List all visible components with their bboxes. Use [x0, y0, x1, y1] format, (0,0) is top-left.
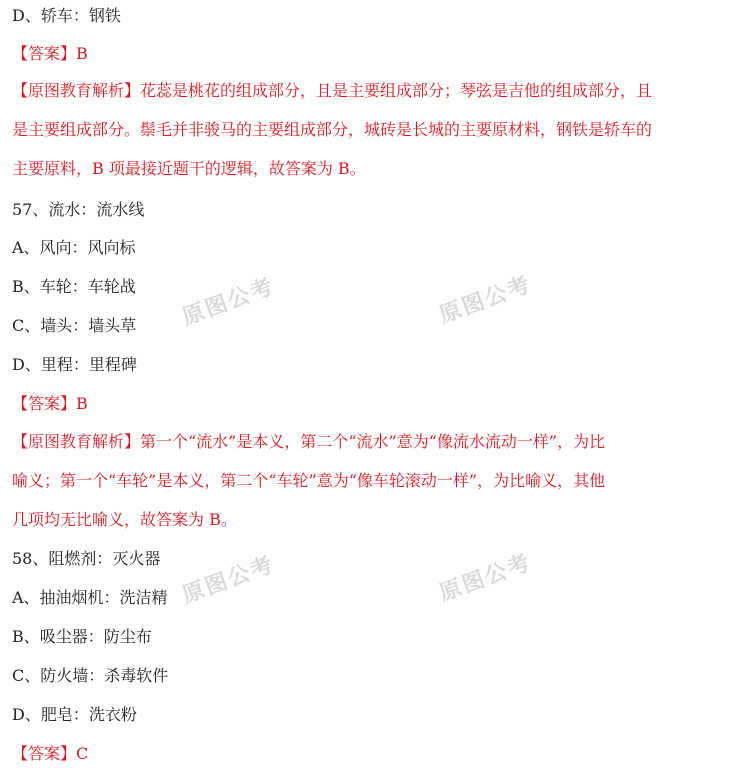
q57-answer: 【答案】B [12, 394, 88, 413]
watermark: 原图公考 [179, 274, 279, 331]
q58-answer: 【答案】C [12, 744, 89, 763]
watermark: 原图公考 [436, 272, 536, 329]
q56-analysis-line: 是主要组成部分。鬃毛并非骏马的主要组成部分，城砖是长城的主要原材料，钢铁是轿车的 [12, 120, 653, 139]
q56-analysis-line: 主要原料，B 项最接近题干的逻辑，故答案为 B。 [12, 159, 366, 178]
q58-stem: 58、阻燃剂：灭火器 [12, 549, 161, 568]
q58-option-c: C、防火墙：杀毒软件 [12, 666, 169, 685]
q57-analysis [12, 432, 722, 549]
q56-answer: 【答案】B [12, 44, 88, 63]
q57-analysis-line: 【原图教育解析】第一个“流水”是本义，第二个“流水”意为“像流水流动一样”，为比 [12, 432, 606, 451]
q58-option-b: B、吸尘器：防尘布 [12, 627, 152, 646]
q57-option-b: B、车轮：车轮战 [12, 277, 136, 296]
q58-option-a: A、抽油烟机：洗洁精 [12, 588, 168, 607]
q56-option-d: D、轿车：钢铁 [12, 6, 121, 25]
watermark: 原图公考 [436, 550, 536, 607]
q57-analysis-line: 喻义；第一个“车轮”是本义，第二个“车轮”意为“像车轮滚动一样”，为比喻义，其他 [12, 471, 606, 490]
q57-option-c: C、墙头：墙头草 [12, 316, 137, 335]
q57-stem: 57、流水：流水线 [12, 200, 145, 219]
q58-option-d: D、肥皂：洗衣粉 [12, 705, 137, 724]
q57-option-a: A、风向：风向标 [12, 238, 136, 257]
q57-analysis-line: 几项均无比喻义，故答案为 B。 [12, 510, 237, 529]
watermark: 原图公考 [179, 552, 279, 609]
q56-analysis-line: 【原图教育解析】花蕊是桃花的组成部分，且是主要组成部分；琴弦是吉他的组成部分，且 [12, 81, 653, 100]
q57-option-d: D、里程：里程碑 [12, 355, 137, 374]
q56-analysis [12, 81, 722, 198]
